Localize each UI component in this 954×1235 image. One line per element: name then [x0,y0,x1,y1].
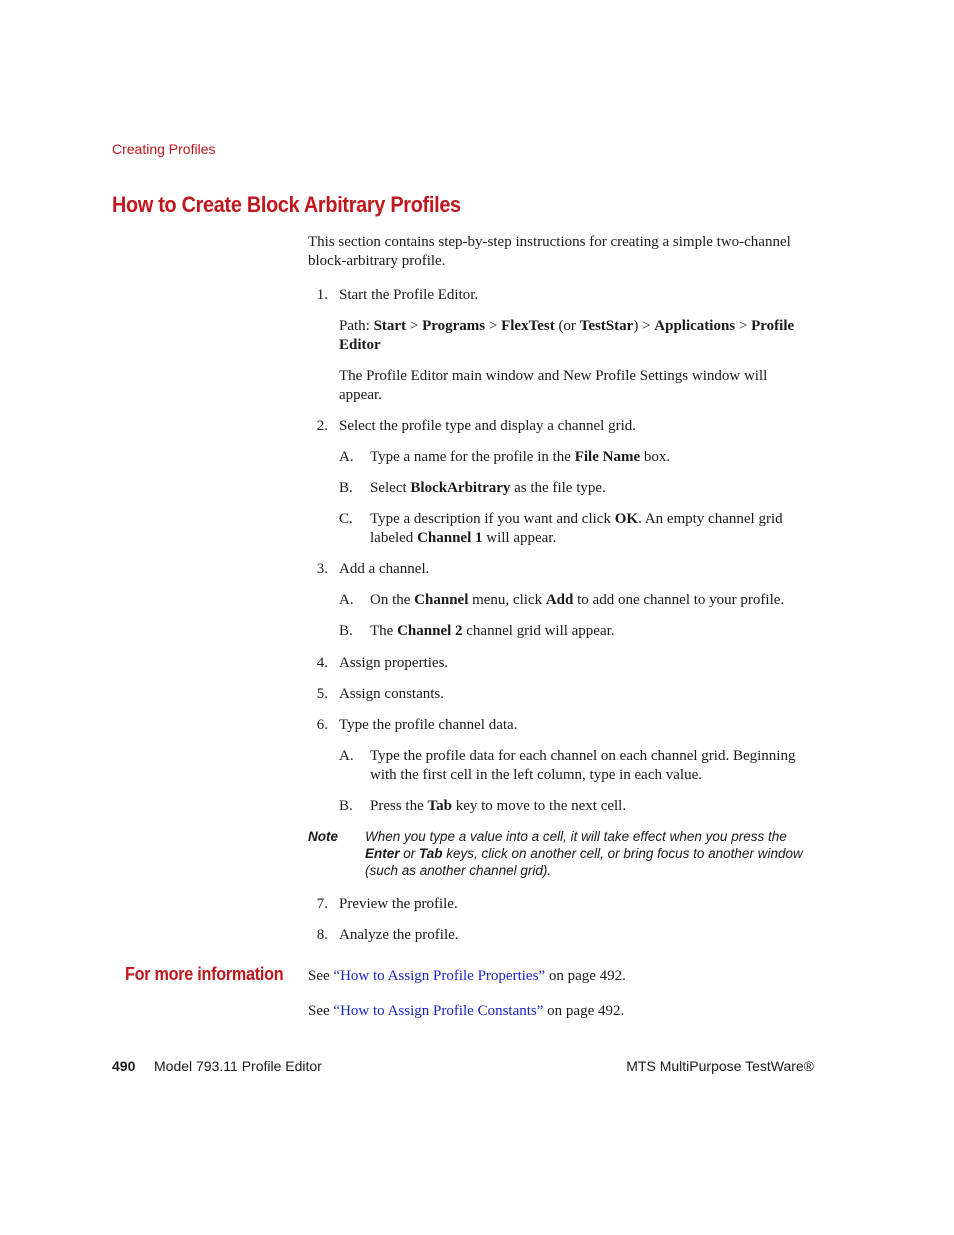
note-label: Note [308,829,338,844]
substep-text: Type the profile data for each channel on each channel grid. Beginning with the first cell in the left column, type in each value. [370,748,796,783]
substep-letter: B. [339,480,353,496]
path-start: Start [373,318,407,334]
substep-text: The Channel 2 channel grid will appear. [370,623,615,639]
substep-letter: A. [339,748,354,764]
substep-letter: A. [339,449,354,465]
step-text: Preview the profile. [339,896,458,912]
note-text: When you type a value into a cell, it will take effect when you press the Enter or Tab keys, click on another cell, or bring focus to another window (such as another channel grid). [365,829,803,878]
step-number: 5. [316,686,328,702]
step-1-path: Path: Start > Programs > FlexTest (or TestStar) > Applications > Profile Editor [339,318,795,353]
step-text: Select the profile type and display a channel grid. [339,418,636,434]
step-number: 7. [316,896,328,912]
step-1-result: The Profile Editor main window and New Profile Settings window will appear. [339,368,768,403]
more-info-link-row: See “How to Assign Profile Constants” on page 492. [308,1003,625,1019]
step-number: 6. [316,717,328,733]
path-programs: Programs [422,318,486,334]
footer-right: MTS MultiPurpose TestWare® [626,1058,814,1074]
substep-text: Type a name for the profile in the File Name box. [370,449,671,465]
substep-text: Type a description if you want and click OK. An empty channel grid labeled Channel 1 will appear. [370,511,783,546]
intro-paragraph: This section contains step-by-step instructions for creating a simple two-channel block-arbitrary profile. [308,234,791,269]
link-assign-profile-properties[interactable]: “How to Assign Profile Properties” [333,968,546,984]
step-number: 4. [316,655,328,671]
path-teststar: TestStar [579,318,634,334]
page-number: 490 [112,1058,136,1074]
path-applications: Applications [654,318,736,334]
breadcrumb: Creating Profiles [112,141,216,157]
step-text: Assign properties. [339,655,449,671]
step-text: Analyze the profile. [339,927,459,943]
link-assign-profile-constants[interactable]: “How to Assign Profile Constants” [333,1003,544,1019]
step-number: 2. [316,418,328,434]
step-number: 3. [316,561,328,577]
substep-text: Press the Tab key to move to the next cell. [370,798,627,814]
footer-left: Model 793.11 Profile Editor [154,1058,322,1074]
step-number: 8. [316,927,328,943]
step-number: 1. [316,287,328,303]
substep-letter: A. [339,592,354,608]
substep-letter: C. [339,511,353,527]
step-text: Add a channel. [339,561,430,577]
path-profile-editor: Profile Editor [339,318,795,353]
more-info-link-row: See “How to Assign Profile Properties” on page 492. [308,968,626,984]
page-title: How to Create Block Arbitrary Profiles [112,192,461,217]
substep-letter: B. [339,623,353,639]
path-flextest: FlexTest [501,318,555,334]
substep-letter: B. [339,798,353,814]
substep-text: On the Channel menu, click Add to add one channel to your profile. [370,592,785,608]
step-text: Assign constants. [339,686,444,702]
step-text: Start the Profile Editor. [339,287,479,303]
step-text: Type the profile channel data. [339,717,518,733]
more-info-heading: For more information [125,964,284,984]
substep-text: Select BlockArbitrary as the file type. [370,480,606,496]
